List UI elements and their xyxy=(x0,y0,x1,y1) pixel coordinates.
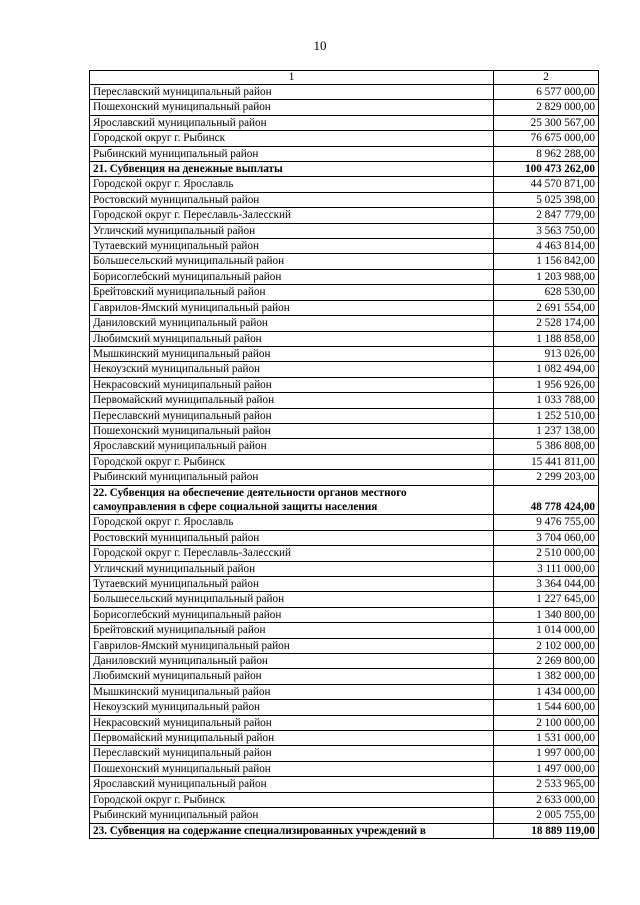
district-name: Некоузский муниципальный район xyxy=(90,362,494,377)
table-row xyxy=(90,761,599,776)
table-row xyxy=(90,115,599,130)
amount-value: 1 531 000,00 xyxy=(494,731,599,746)
table-row xyxy=(90,623,599,638)
amount-value: 5 025 398,00 xyxy=(494,192,599,207)
table-row xyxy=(90,470,599,485)
district-name: Ярославский муниципальный район xyxy=(90,439,494,454)
district-name: Даниловский муниципальный район xyxy=(90,654,494,669)
amount-value: 1 956 926,00 xyxy=(494,377,599,392)
district-name: Ярославский муниципальный район xyxy=(90,115,494,130)
amount-value: 9 476 755,00 xyxy=(494,515,599,530)
district-name: Некоузский муниципальный район xyxy=(90,700,494,715)
district-name: Борисоглебский муниципальный район xyxy=(90,607,494,622)
district-name: Рыбинский муниципальный район xyxy=(90,146,494,161)
amount-value: 2 102 000,00 xyxy=(494,638,599,653)
table-row xyxy=(90,346,599,361)
district-name: Большесельский муниципальный район xyxy=(90,592,494,607)
table-body xyxy=(90,85,599,839)
district-name: Некрасовский муниципальный район xyxy=(90,377,494,392)
section-total: 48 778 424,00 xyxy=(494,485,599,515)
district-name: Мышкинский муниципальный район xyxy=(90,346,494,361)
amount-value: 628 530,00 xyxy=(494,285,599,300)
table-row xyxy=(90,638,599,653)
amount-value: 1 434 000,00 xyxy=(494,684,599,699)
district-name: Первомайский муниципальный район xyxy=(90,393,494,408)
table-row xyxy=(90,700,599,715)
district-name: Угличский муниципальный район xyxy=(90,561,494,576)
table-row xyxy=(90,254,599,269)
amount-value: 2 829 000,00 xyxy=(494,100,599,115)
table-row xyxy=(90,239,599,254)
amount-value: 1 497 000,00 xyxy=(494,761,599,776)
table-row xyxy=(90,439,599,454)
table-row xyxy=(90,669,599,684)
district-name: Гаврилов-Ямский муниципальный район xyxy=(90,300,494,315)
district-name: Ростовский муниципальный район xyxy=(90,530,494,545)
amount-value: 1 156 842,00 xyxy=(494,254,599,269)
amount-value: 913 026,00 xyxy=(494,346,599,361)
table-row xyxy=(90,746,599,761)
table-row xyxy=(90,223,599,238)
budget-table xyxy=(89,70,599,839)
amount-value: 2 510 000,00 xyxy=(494,546,599,561)
table-row xyxy=(90,684,599,699)
table-row xyxy=(90,285,599,300)
table-row xyxy=(90,423,599,438)
district-name: Рыбинский муниципальный район xyxy=(90,808,494,823)
district-name: Ярославский муниципальный район xyxy=(90,777,494,792)
column-header-2: 2 xyxy=(494,71,599,85)
amount-value: 3 563 750,00 xyxy=(494,223,599,238)
district-name: Рыбинский муниципальный район xyxy=(90,470,494,485)
amount-value: 2 299 203,00 xyxy=(494,470,599,485)
table-row xyxy=(90,515,599,530)
table-row xyxy=(90,362,599,377)
district-name: Переславский муниципальный район xyxy=(90,746,494,761)
district-name: Гаврилов-Ямский муниципальный район xyxy=(90,638,494,653)
district-name: Городской округ г. Переславль-Залесский xyxy=(90,208,494,223)
amount-value: 1 014 000,00 xyxy=(494,623,599,638)
district-name: Городской округ г. Переславль-Залесский xyxy=(90,546,494,561)
district-name: Мышкинский муниципальный район xyxy=(90,684,494,699)
district-name: Большесельский муниципальный район xyxy=(90,254,494,269)
amount-value: 2 847 779,00 xyxy=(494,208,599,223)
amount-value: 2 528 174,00 xyxy=(494,316,599,331)
amount-value: 2 269 800,00 xyxy=(494,654,599,669)
table-row xyxy=(90,100,599,115)
table-section-row xyxy=(90,485,599,515)
table-row xyxy=(90,577,599,592)
district-name: Брейтовский муниципальный район xyxy=(90,285,494,300)
amount-value: 1 188 858,00 xyxy=(494,331,599,346)
table-row xyxy=(90,792,599,807)
district-name: Городской округ г. Рыбинск xyxy=(90,454,494,469)
amount-value: 4 463 814,00 xyxy=(494,239,599,254)
amount-value: 44 570 871,00 xyxy=(494,177,599,192)
table-section-row xyxy=(90,162,599,177)
table-row xyxy=(90,85,599,100)
amount-value: 1 382 000,00 xyxy=(494,669,599,684)
amount-value: 1 203 988,00 xyxy=(494,269,599,284)
table-row xyxy=(90,131,599,146)
table-row xyxy=(90,592,599,607)
district-name: Пошехонский муниципальный район xyxy=(90,423,494,438)
amount-value: 3 111 000,00 xyxy=(494,561,599,576)
table-row xyxy=(90,377,599,392)
table-row xyxy=(90,715,599,730)
district-name: Пошехонский муниципальный район xyxy=(90,761,494,776)
district-name: Угличский муниципальный район xyxy=(90,223,494,238)
table-row xyxy=(90,208,599,223)
district-name: Некрасовский муниципальный район xyxy=(90,715,494,730)
section-total: 18 889 119,00 xyxy=(494,823,599,838)
table-row xyxy=(90,777,599,792)
district-name: Ростовский муниципальный район xyxy=(90,192,494,207)
table-row xyxy=(90,654,599,669)
section-title: 23. Субвенция на содержание специализированных учреждений в xyxy=(90,823,494,838)
amount-value: 3 704 060,00 xyxy=(494,530,599,545)
amount-value: 76 675 000,00 xyxy=(494,131,599,146)
table-row xyxy=(90,300,599,315)
amount-value: 1 544 600,00 xyxy=(494,700,599,715)
section-title: 21. Субвенция на денежные выплаты xyxy=(90,162,494,177)
district-name: Брейтовский муниципальный район xyxy=(90,623,494,638)
amount-value: 2 691 554,00 xyxy=(494,300,599,315)
amount-value: 1 997 000,00 xyxy=(494,746,599,761)
district-name: Городской округ г. Ярославль xyxy=(90,515,494,530)
table-row xyxy=(90,561,599,576)
district-name: Тутаевский муниципальный район xyxy=(90,577,494,592)
district-name: Тутаевский муниципальный район xyxy=(90,239,494,254)
amount-value: 2 533 965,00 xyxy=(494,777,599,792)
amount-value: 1 252 510,00 xyxy=(494,408,599,423)
table-header-row xyxy=(90,71,599,85)
district-name: Переславский муниципальный район xyxy=(90,85,494,100)
district-name: Городской округ г. Рыбинск xyxy=(90,792,494,807)
amount-value: 15 441 811,00 xyxy=(494,454,599,469)
amount-value: 1 033 788,00 xyxy=(494,393,599,408)
table-row xyxy=(90,331,599,346)
amount-value: 1 082 494,00 xyxy=(494,362,599,377)
table-row xyxy=(90,546,599,561)
amount-value: 6 577 000,00 xyxy=(494,85,599,100)
table-row xyxy=(90,731,599,746)
district-name: Переславский муниципальный район xyxy=(90,408,494,423)
table-row xyxy=(90,808,599,823)
table-row xyxy=(90,269,599,284)
district-name: Любимский муниципальный район xyxy=(90,669,494,684)
table-row xyxy=(90,607,599,622)
amount-value: 8 962 288,00 xyxy=(494,146,599,161)
table-row xyxy=(90,530,599,545)
district-name: Городской округ г. Рыбинск xyxy=(90,131,494,146)
amount-value: 2 005 755,00 xyxy=(494,808,599,823)
section-total: 100 473 262,00 xyxy=(494,162,599,177)
amount-value: 2 633 000,00 xyxy=(494,792,599,807)
amount-value: 25 300 567,00 xyxy=(494,115,599,130)
amount-value: 3 364 044,00 xyxy=(494,577,599,592)
amount-value: 1 237 138,00 xyxy=(494,423,599,438)
section-title: 22. Субвенция на обеспечение деятельности органов местного самоуправления в сфере социальной защиты населения xyxy=(90,485,494,515)
table-row xyxy=(90,408,599,423)
column-header-1: 1 xyxy=(90,71,494,85)
district-name: Первомайский муниципальный район xyxy=(90,731,494,746)
district-name: Даниловский муниципальный район xyxy=(90,316,494,331)
page-number: 10 xyxy=(313,38,327,53)
table-row xyxy=(90,146,599,161)
table-row xyxy=(90,316,599,331)
district-name: Городской округ г. Ярославль xyxy=(90,177,494,192)
amount-value: 1 227 645,00 xyxy=(494,592,599,607)
table-row xyxy=(90,192,599,207)
amount-value: 2 100 000,00 xyxy=(494,715,599,730)
district-name: Борисоглебский муниципальный район xyxy=(90,269,494,284)
district-name: Любимский муниципальный район xyxy=(90,331,494,346)
amount-value: 1 340 800,00 xyxy=(494,607,599,622)
table-row xyxy=(90,177,599,192)
amount-value: 5 386 808,00 xyxy=(494,439,599,454)
table-section-row xyxy=(90,823,599,838)
district-name: Пошехонский муниципальный район xyxy=(90,100,494,115)
table-row xyxy=(90,454,599,469)
table-row xyxy=(90,393,599,408)
